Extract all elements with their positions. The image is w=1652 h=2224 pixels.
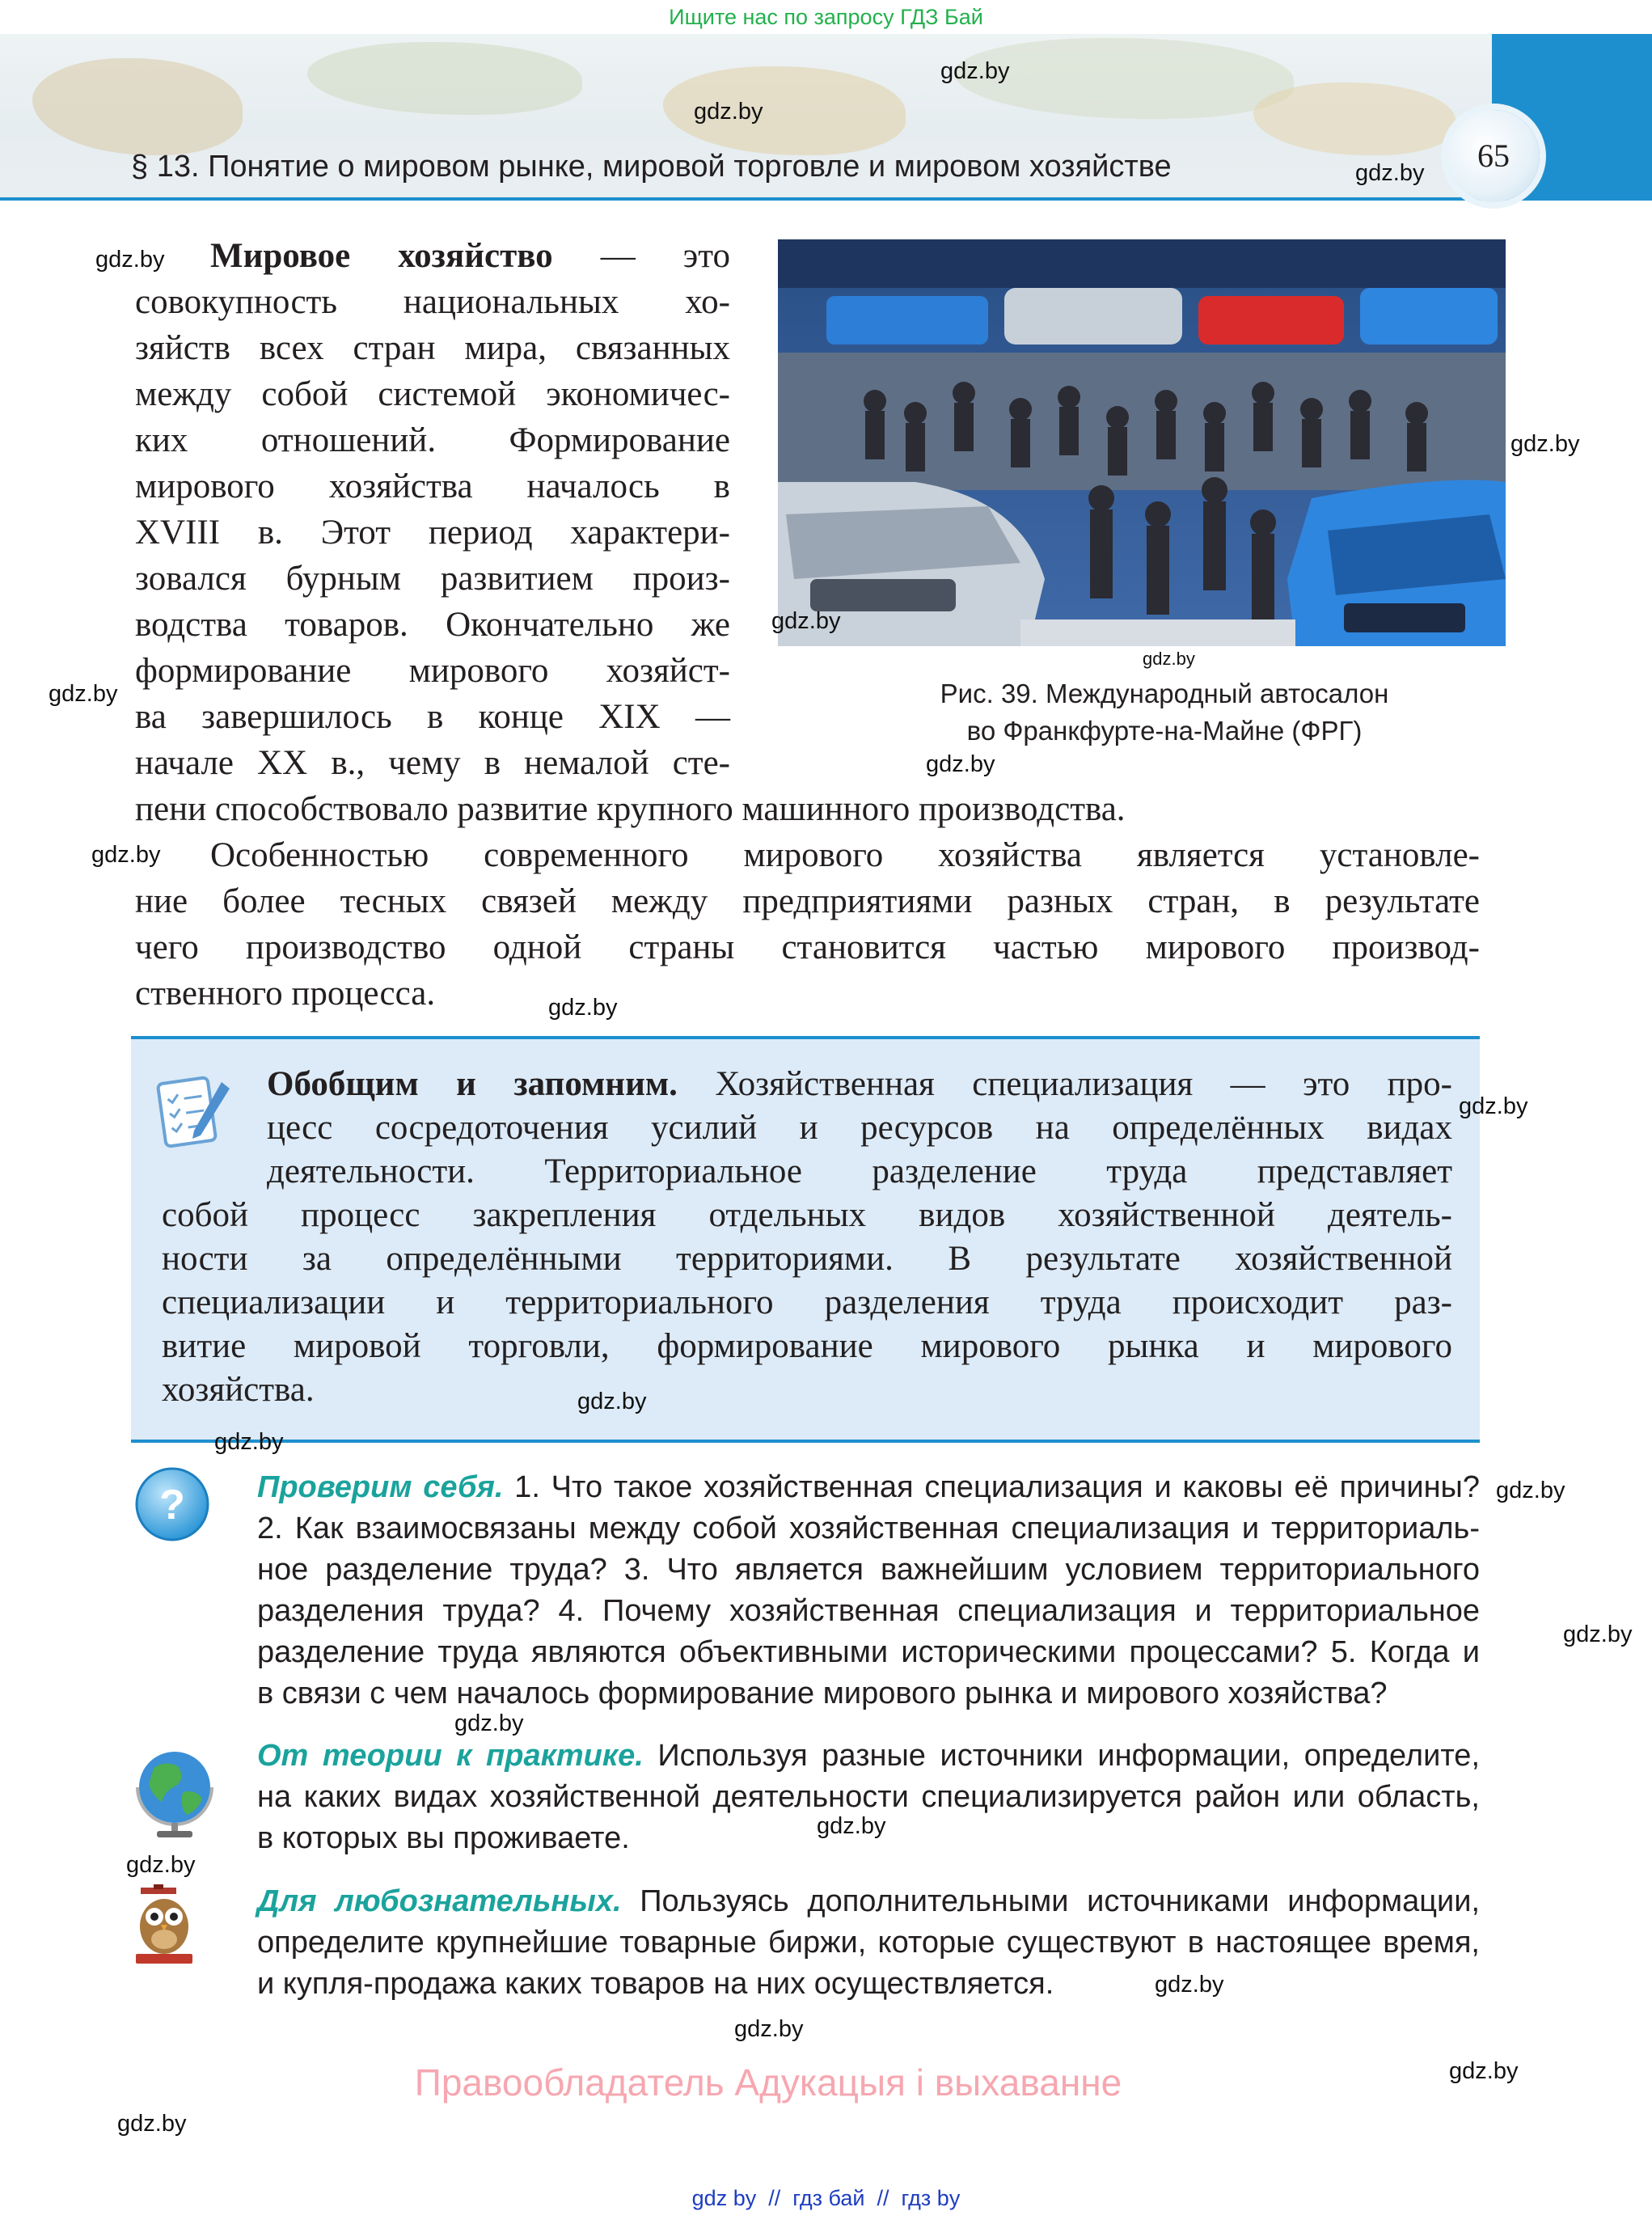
watermark: gdz.by bbox=[95, 247, 165, 273]
summary-line: хозяйства. bbox=[162, 1371, 315, 1409]
summary-line: ности за определёнными территориями. В результате хозяйственной bbox=[162, 1240, 1452, 1278]
watermark: gdz.by bbox=[91, 842, 161, 868]
intro-line: формирование мирового хозяйст- bbox=[135, 652, 730, 690]
top-banner bbox=[0, 0, 1652, 34]
intro-line: зяйств всех стран мира, связанных bbox=[135, 329, 730, 367]
watermark: gdz.by bbox=[1449, 2058, 1519, 2084]
figure-caption-line: Рис. 39. Международный автосалон bbox=[940, 679, 1389, 708]
header-rule bbox=[0, 197, 1652, 201]
paragraph-line: Особенностью современного мирового хозяйства является установле- bbox=[210, 836, 1480, 874]
curious-line: и купля-продажа каких товаров на них осуществляется. bbox=[257, 1967, 1054, 2001]
footer-link[interactable]: gdz by bbox=[691, 2186, 757, 2210]
watermark: gdz.by bbox=[1143, 649, 1195, 669]
watermark: gdz.by bbox=[694, 99, 763, 125]
paragraph-line: ние более тесных связей между предприятиями разных стран, в результате bbox=[135, 882, 1480, 920]
intro-line: ких отношений. Формирование bbox=[135, 421, 730, 459]
intro-line: между собой системой экономичес- bbox=[135, 375, 730, 413]
page-number-badge bbox=[1447, 110, 1540, 202]
summary-line: цесс сосредоточения усилий и ресурсов на определённых видах bbox=[267, 1109, 1452, 1147]
footer-separator: // bbox=[877, 2186, 889, 2210]
summary-line: витие мировой торговли, формирование мирового рынка и мирового bbox=[162, 1327, 1452, 1365]
watermark: gdz.by bbox=[1459, 1093, 1528, 1119]
watermark: gdz.by bbox=[926, 751, 995, 777]
check-line: Проверим себя. 1. Что такое хозяйственная специализация и каковы её причины? bbox=[257, 1470, 1480, 1504]
watermark: gdz.by bbox=[117, 2111, 187, 2137]
intro-line: пени способствовало развитие крупного машинного производства. bbox=[135, 790, 1126, 828]
paragraph-line: чего производство одной страны становится частью мирового производ- bbox=[135, 928, 1480, 966]
owl-icon bbox=[134, 1884, 194, 1965]
watermark: gdz.by bbox=[734, 2016, 804, 2042]
check-line: разделения труда? 4. Почему хозяйственная специализация и территориальное bbox=[257, 1594, 1480, 1628]
intro-line: мирового хозяйства началось в bbox=[135, 467, 730, 505]
intro-line: совокупность национальных хо- bbox=[135, 283, 730, 321]
curious-line: Для любознательных. Пользуясь дополнительными источниками информации, bbox=[257, 1884, 1480, 1918]
footer-link[interactable]: гдз бай bbox=[792, 2186, 865, 2210]
globe-icon bbox=[129, 1745, 220, 1842]
footer-link[interactable]: гдз by bbox=[901, 2186, 961, 2210]
summary-line: собой процесс закрепления отдельных видов хозяйственной деятель- bbox=[162, 1196, 1452, 1234]
intro-line: зовался бурным развитием произ- bbox=[135, 560, 730, 598]
svg-text:?: ? bbox=[159, 1482, 185, 1528]
check-line: 2. Как взаимосвязаны между собой хозяйственная специализация и территориаль- bbox=[257, 1512, 1480, 1545]
top-banner-text: Ищите нас по запросу ГДЗ Бай bbox=[669, 5, 983, 29]
practice-line: в которых вы проживаете. bbox=[257, 1821, 630, 1855]
paragraph-line: ственного процесса. bbox=[135, 975, 436, 1013]
check-line: в связи с чем началось формирование мирового рынка и мирового хозяйства? bbox=[257, 1676, 1388, 1710]
intro-line: ва завершилось в конце XIX — bbox=[135, 698, 730, 736]
watermark: gdz.by bbox=[1155, 1972, 1224, 1998]
summary-line: специализации и территориального разделения труда происходит раз- bbox=[162, 1283, 1452, 1321]
watermark: gdz.by bbox=[1510, 431, 1580, 457]
footer-separator: // bbox=[768, 2186, 781, 2210]
intro-line: XVIII в. Этот период характери- bbox=[135, 514, 730, 552]
watermark: gdz.by bbox=[940, 58, 1010, 84]
watermark: gdz.by bbox=[1563, 1621, 1633, 1647]
notepad-icon bbox=[150, 1066, 239, 1155]
question-icon bbox=[133, 1465, 211, 1543]
copyright-notice: Правообладатель Адукацыя і выхаванне bbox=[414, 2061, 1122, 2103]
figure-caption-line: во Франкфурте-на-Майне (ФРГ) bbox=[966, 716, 1363, 746]
intro-line: начале XX в., чему в немалой сте- bbox=[135, 744, 730, 782]
footer-links bbox=[0, 2186, 1652, 2211]
practice-line: От теории к практике. Используя разные источники информации, определите, bbox=[257, 1739, 1480, 1773]
check-line: разделение труда являются объективными историческими процессами? 5. Когда и bbox=[257, 1635, 1480, 1669]
practice-line: на каких видах хозяйственной деятельности специализируется район или область, bbox=[257, 1780, 1480, 1814]
watermark: gdz.by bbox=[214, 1429, 284, 1455]
watermark: gdz.by bbox=[817, 1813, 886, 1839]
curious-line: определите крупнейшие товарные биржи, которые существуют в настоящее время, bbox=[257, 1926, 1480, 1960]
auto-show-photo bbox=[778, 239, 1506, 646]
intro-line: водства товаров. Окончательно же bbox=[135, 606, 730, 644]
watermark: gdz.by bbox=[454, 1710, 524, 1736]
figure-caption bbox=[841, 675, 1488, 750]
page-number: 65 bbox=[1477, 137, 1510, 174]
section-title: § 13. Понятие о мировом рынке, мировой торговле и мировом хозяйстве bbox=[131, 150, 1172, 184]
check-line: ное разделение труда? 3. Что является важнейшим условием территориального bbox=[257, 1553, 1480, 1587]
watermark: gdz.by bbox=[1496, 1478, 1565, 1503]
watermark: gdz.by bbox=[126, 1852, 196, 1878]
intro-line: Мировое хозяйство — это bbox=[210, 237, 730, 275]
watermark: gdz.by bbox=[577, 1389, 647, 1414]
watermark: gdz.by bbox=[49, 681, 118, 707]
summary-line: деятельности. Территориальное разделение труда представляет bbox=[267, 1152, 1452, 1190]
watermark: gdz.by bbox=[1355, 160, 1425, 186]
summary-line: Обобщим и запомним. Хозяйственная специализация — это про- bbox=[267, 1065, 1453, 1103]
watermark: gdz.by bbox=[548, 995, 618, 1021]
watermark: gdz.by bbox=[771, 608, 841, 634]
